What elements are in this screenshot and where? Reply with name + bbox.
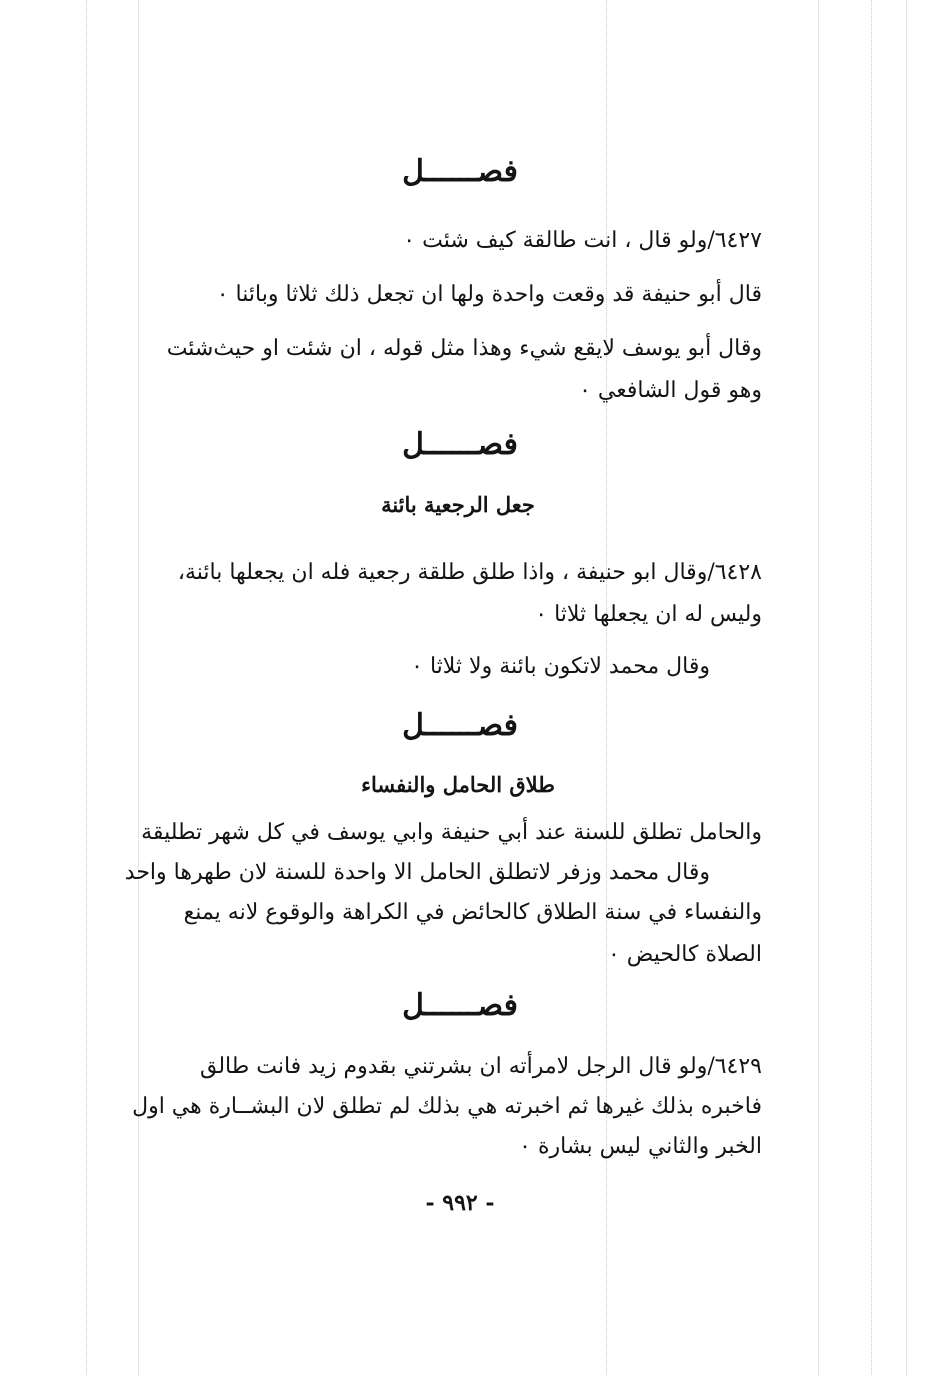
section-heading: فصــــــل <box>402 154 518 189</box>
paragraph-line: وهو قول الشافعي ٠ <box>579 378 762 403</box>
scan-artifact-line <box>86 0 87 1375</box>
paragraph-line: وقال محمد وزفر لاتطلق الحامل الا واحدة للسنة لان طهرها واحد <box>124 860 710 885</box>
scan-artifact-line <box>138 0 139 1375</box>
paragraph-line: وقال محمد لاتكون بائنة ولا ثلاثا ٠ <box>411 654 710 679</box>
section-subheading: جعل الرجعية بائنة <box>381 492 535 517</box>
paragraph-line: وقال أبو يوسف لايقع شيء وهذا مثل قوله ، ان شئت او حيث‌شئت <box>166 336 762 361</box>
section-subheading: طلاق الحامل والنفساء <box>361 772 555 797</box>
section-heading: فصــــــل <box>402 427 518 462</box>
paragraph-line: ٦٤٢٩/ولو قال الرجل لامرأته ان بشرتني بقدوم زيد فانت طالق <box>199 1054 762 1079</box>
page-number: - ٩٩٢ - <box>425 1190 495 1216</box>
section-heading: فصــــــل <box>402 988 518 1023</box>
paragraph-line: ٦٤٢٨/وقال ابو حنيفة ، واذا طلق طلقة رجعية فله ان يجعلها بائنة، <box>177 560 762 585</box>
paragraph-line: قال أبو حنيفة قد وقعت واحدة ولها ان تجعل ذلك ثلاثا وبائنا ٠ <box>216 282 762 307</box>
scan-artifact-line <box>606 0 607 1375</box>
paragraph-line: فاخبره بذلك غيرها ثم اخبرته هي بذلك لم تطلق لان البشــارة هي اول <box>132 1094 762 1119</box>
scan-artifact-line <box>818 0 819 1375</box>
paragraph-line: وليس له ان يجعلها ثلاثا ٠ <box>535 602 762 627</box>
section-heading: فصــــــل <box>402 708 518 743</box>
paragraph-line: ٦٤٢٧/ولو قال ، انت طالقة كيف شئت ٠ <box>403 228 762 253</box>
paragraph-line: الخبر والثاني ليس بشارة ٠ <box>519 1134 762 1159</box>
paragraph-line: والنفساء في سنة الطلاق كالحائض في الكراهة والوقوع لانه يمنع <box>183 900 762 925</box>
paragraph-line: والحامل تطلق للسنة عند أبي حنيفة وابي يوسف في كل شهر تطليقة <box>141 820 762 845</box>
scan-artifact-line <box>906 0 907 1375</box>
scan-artifact-line <box>871 0 872 1375</box>
paragraph-line: الصلاة كالحيض ٠ <box>607 942 762 967</box>
